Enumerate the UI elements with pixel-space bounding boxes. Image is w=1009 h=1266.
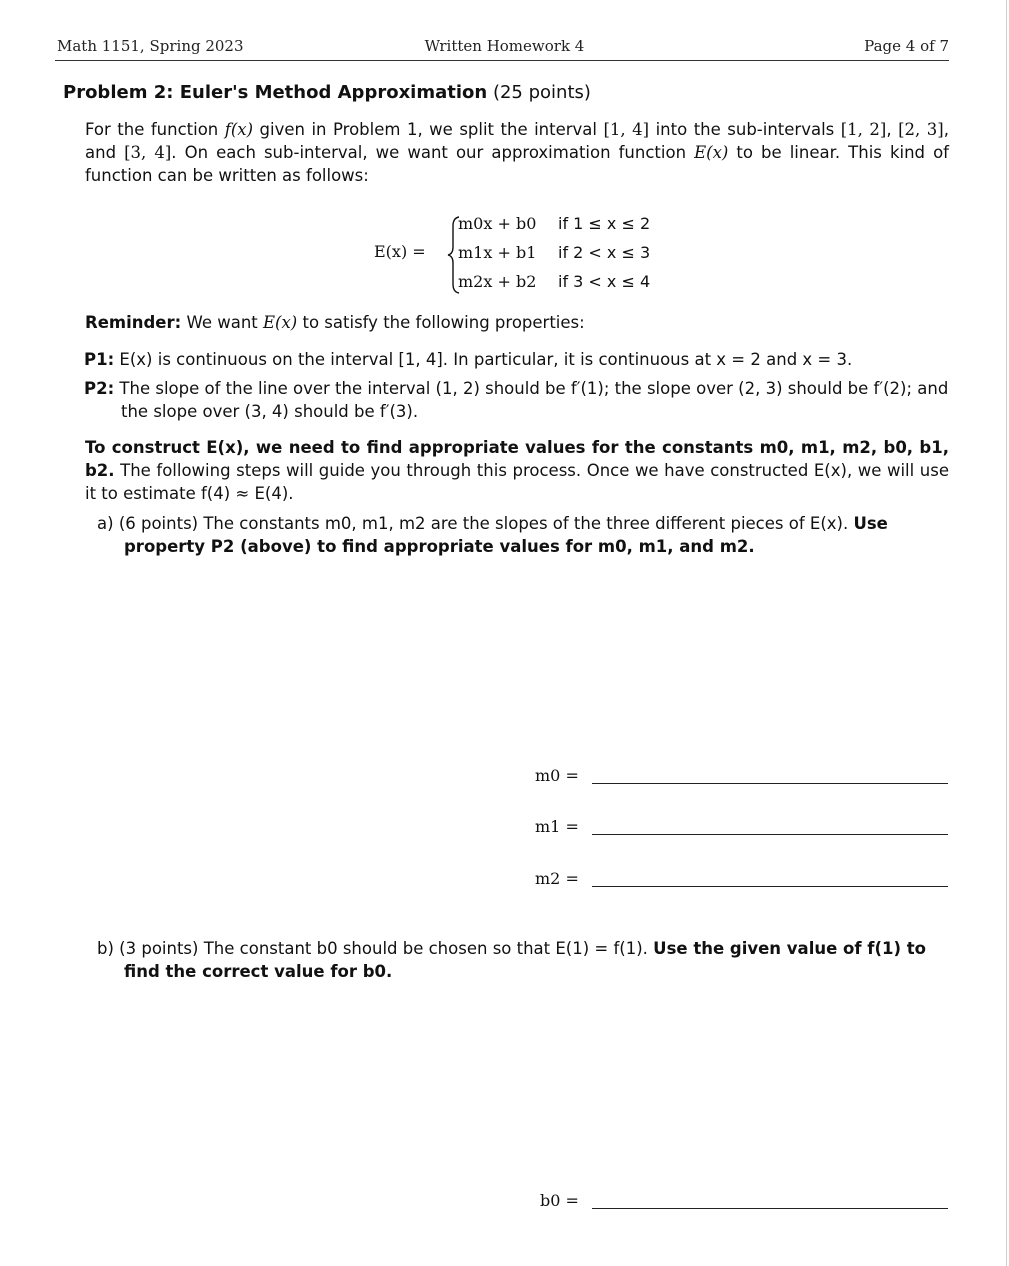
answer-m0-label: m0 = (535, 766, 579, 785)
piecewise-expr: m2x + b2 (458, 272, 537, 291)
part-b-text: The constant b0 should be chosen so that E(1) = f(1). (198, 939, 654, 958)
piecewise-lhs: E(x) = (374, 242, 426, 261)
piecewise-row (458, 272, 650, 296)
part-b-points: (3 points) (119, 939, 199, 958)
property-p1-text: E(x) is continuous on the interval [1, 4]. In particular, it is continuous at x = 2 and x = 3. (114, 350, 853, 369)
intro-fx: f(x) (224, 120, 254, 139)
intro-sub1: [1, 2] (840, 120, 887, 139)
intro-and: , and (85, 120, 949, 162)
construct-rest: The following steps will guide you through this process. Once we have constructed E(x), we will use it to estimate f(4) ≈ E(4). (85, 461, 949, 503)
page-edge-rule (1006, 0, 1007, 1266)
header-divider (55, 60, 949, 61)
problem-title-text: Problem 2: Euler's Method Approximation (63, 82, 488, 103)
header-course: Math 1151, Spring 2023 (57, 37, 244, 55)
reminder (85, 311, 949, 334)
piecewise-definition (374, 212, 674, 296)
answer-m2-blank[interactable] (592, 886, 948, 887)
intro-sub3: [3, 4] (124, 143, 172, 162)
answer-b0-blank[interactable] (592, 1208, 948, 1209)
construct-instructions (85, 436, 949, 505)
part-b-bold: Use the given value of f(1) to find the correct value for b0. (124, 939, 926, 981)
property-p2 (84, 377, 950, 423)
answer-b0 (540, 1191, 960, 1215)
header-assignment: Written Homework 4 (424, 37, 585, 55)
reminder-text-1: We want (181, 313, 264, 332)
intro-text-2: given in Problem 1, we split the interval (253, 120, 604, 139)
piecewise-expr: m1x + b1 (458, 243, 537, 262)
part-b-label: b) (97, 939, 114, 958)
answer-m0 (535, 766, 955, 790)
answer-m1-label: m1 = (535, 817, 579, 836)
answer-m2 (535, 869, 955, 893)
intro-interval: [1, 4] (603, 120, 650, 139)
piecewise-row (458, 214, 650, 238)
part-a-points: (6 points) (118, 514, 199, 533)
property-p2-tag: P2: (84, 379, 115, 398)
problem-intro: For the function f(x) given in Problem 1, we split the interval [1, 4] into the sub-intervals [1, 2], [2, 3], and [3, 4]. On each sub-interval, we want our approximation function E(x) to be linear. This kind of function can be written as follows: (85, 120, 949, 185)
piecewise-cond: if 3 < x ≤ 4 (558, 272, 651, 291)
part-a-text: The constants m0, m1, m2 are the slopes of the three different pieces of E(x). (198, 514, 854, 533)
intro-text-3: into the sub-intervals (649, 120, 841, 139)
piecewise-cond: if 1 ≤ x ≤ 2 (558, 214, 651, 233)
header-page-number: Page 4 of 7 (864, 37, 949, 55)
reminder-Ex: E(x) (263, 313, 298, 332)
part-a-bold: Use property P2 (above) to find appropriate values for m0, m1, and m2. (124, 514, 888, 556)
intro-text-5: to be linear. This kind of function can be written as follows: (85, 143, 949, 185)
answer-m1-blank[interactable] (592, 834, 948, 835)
intro-Ex: E(x) (694, 143, 729, 162)
intro-sub2: [2, 3] (898, 120, 944, 139)
piecewise-expr: m0x + b0 (458, 214, 537, 233)
part-b-question (97, 937, 949, 983)
intro-text-1: For the function (85, 120, 225, 139)
part-a-label: a) (97, 514, 114, 533)
answer-m1 (535, 817, 955, 841)
answer-m0-blank[interactable] (592, 783, 948, 784)
construct-bold: To construct E(x), we need to find appropriate values for the constants m0, m1, m2, b0, b1, b2. (85, 438, 949, 480)
property-p2-text: The slope of the line over the interval (1, 2) should be f′(1); the slope over (2, 3) should be f′(2); and the slope over (3, 4) should be f′(3). (114, 379, 949, 421)
piecewise-row (458, 243, 650, 267)
piecewise-cond: if 2 < x ≤ 3 (558, 243, 651, 262)
problem-title (63, 82, 591, 103)
property-p1-tag: P1: (84, 350, 115, 369)
answer-m2-label: m2 = (535, 869, 579, 888)
part-a-question (97, 512, 949, 558)
problem-points: (25 points) (492, 82, 591, 103)
reminder-label: Reminder: (85, 313, 182, 332)
reminder-text-2: to satisfy the following properties: (297, 313, 585, 332)
property-p1 (84, 348, 950, 371)
intro-text-4: . On each sub-interval, we want our approximation function (171, 143, 695, 162)
answer-b0-label: b0 = (540, 1191, 579, 1210)
